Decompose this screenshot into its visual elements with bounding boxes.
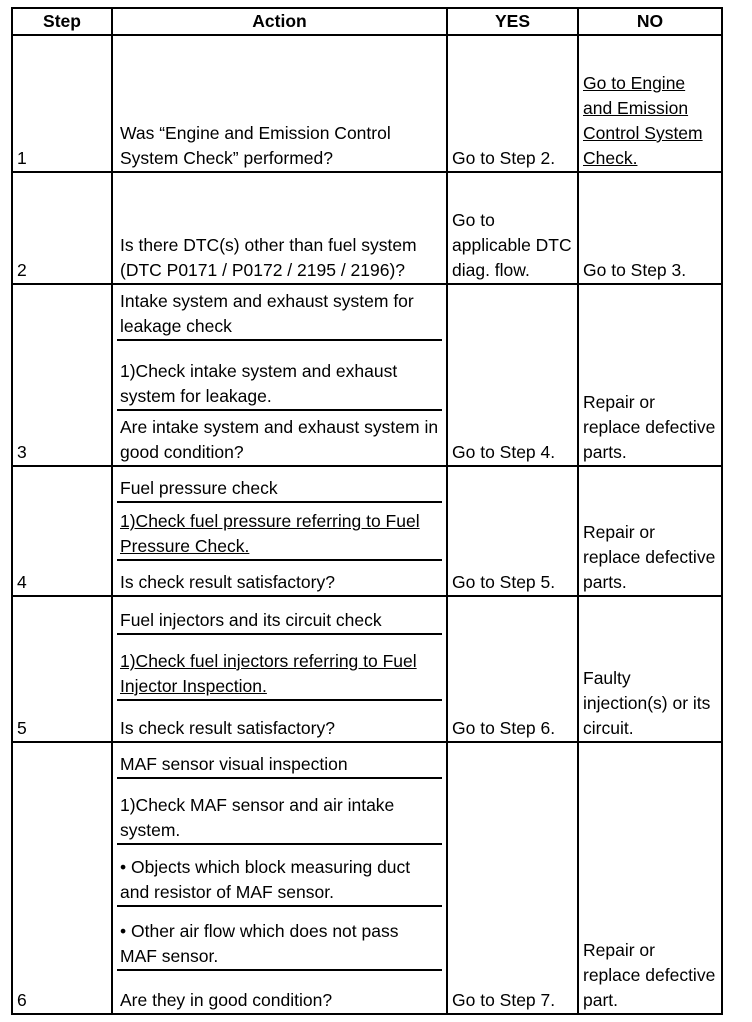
yes-cell: Go to applicable DTC diag. flow. [447,172,578,284]
table-row [12,172,722,284]
yes-cell: Go to Step 5. [447,466,578,596]
action-item: Is check result satisfactory? [120,572,335,592]
action-item: Was “Engine and Emission Control System Check” performed? [120,123,391,168]
no-cell: Repair or replace defective parts. [578,466,722,596]
yes-cell: Go to Step 4. [447,284,578,466]
action-cell [112,35,447,172]
action-item: • Other air flow which does not pass MAF sensor. [117,907,442,971]
table-row [12,35,722,172]
action-cell [112,172,447,284]
header-step: Step [12,8,112,35]
action-item: MAF sensor visual inspection [117,743,442,779]
action-item: 1)Check MAF sensor and air intake system. [117,779,442,845]
step-number: 3 [12,284,112,466]
diagnostic-flow-table [11,7,723,1015]
action-cell [112,466,447,596]
action-item-link[interactable]: 1)Check fuel injectors referring to Fuel Injector Inspection. [117,635,442,701]
table-row [12,466,722,596]
step-number: 1 [12,35,112,172]
yes-cell: Go to Step 6. [447,596,578,742]
header-row [12,8,722,35]
action-item: Fuel injectors and its circuit check [117,597,442,635]
action-item: 1)Check intake system and exhaust system for leakage. [117,341,442,411]
action-item: • Objects which block measuring duct and resistor of MAF sensor. [117,845,442,907]
action-item: Are they in good condition? [120,990,333,1010]
table-row [12,284,722,466]
action-item: Intake system and exhaust system for leakage check [117,285,442,341]
no-cell: Repair or replace defective parts. [578,284,722,466]
step-number: 2 [12,172,112,284]
no-cell: Go to Step 3. [578,172,722,284]
action-cell [112,742,447,1014]
table-row [12,596,722,742]
yes-cell: Go to Step 7. [447,742,578,1014]
action-item: Is there DTC(s) other than fuel system (DTC P0171 / P0172 / 2195 / 2196)? [120,235,417,280]
no-cell: Repair or replace defective part. [578,742,722,1014]
action-item: Is check result satisfactory? [120,718,335,738]
step-number: 6 [12,742,112,1014]
action-item: Fuel pressure check [117,467,442,503]
action-item: Are intake system and exhaust system in good condition? [120,417,439,462]
header-action: Action [112,8,447,35]
step-number: 5 [12,596,112,742]
step-number: 4 [12,466,112,596]
action-item-link[interactable]: 1)Check fuel pressure referring to Fuel Pressure Check. [117,503,442,561]
no-cell: Faulty injection(s) or its circuit. [578,596,722,742]
yes-cell: Go to Step 2. [447,35,578,172]
header-yes: YES [447,8,578,35]
table-row [12,742,722,1014]
no-cell-link[interactable]: Go to Engine and Emission Control System Check. [578,35,722,172]
header-no: NO [578,8,722,35]
action-cell [112,596,447,742]
action-cell [112,284,447,466]
